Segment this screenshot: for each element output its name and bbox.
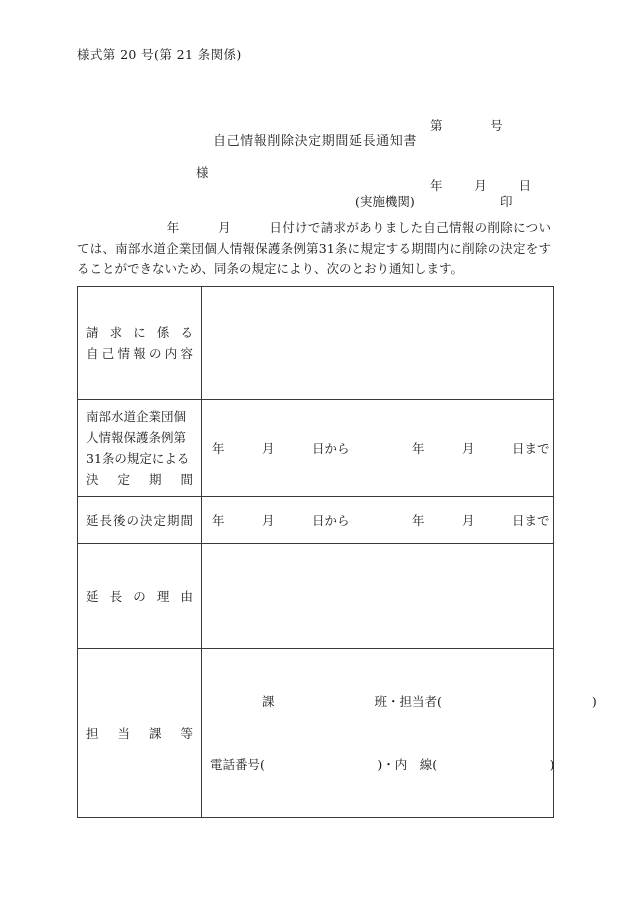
row-label-line: 延長後の決定期間: [86, 512, 193, 528]
row-label-line: 人情報保護条例第: [86, 430, 187, 445]
phone-extension-line: 電話番号( )・内 線( ): [210, 757, 555, 772]
issuing-agency-label: (実施機関): [355, 194, 415, 209]
row-label-line: 南部水道企業団個: [86, 409, 187, 424]
row-label-extended-period: [78, 497, 202, 544]
table-row: [78, 287, 554, 400]
addressee-honorific: 様: [196, 165, 209, 180]
table-row: [78, 544, 554, 649]
row-label-requested-info: [78, 287, 202, 400]
row-label-line: 31条の規定による: [86, 451, 190, 466]
table-row: [78, 497, 554, 544]
row-value-original-period[interactable]: [202, 400, 554, 497]
table-row: [78, 400, 554, 497]
document-number-line: 第 号: [430, 118, 503, 133]
document-date-line: 年 月 日: [430, 178, 532, 193]
row-label-line: 決定期間: [86, 472, 193, 487]
row-label-extension-reason: [78, 544, 202, 649]
document-meta-block: [430, 76, 531, 236]
section-staff-line: 課 班・担当者( ): [262, 694, 597, 709]
row-value-requested-info[interactable]: [202, 287, 554, 400]
row-label-line: 延長の理由: [86, 588, 193, 604]
contact-fields: [202, 649, 597, 817]
row-label-line: 自己情報の内容: [86, 346, 193, 361]
row-value-content: 年 月 日から 年 月 日まで: [212, 440, 550, 456]
row-value-extended-period[interactable]: [202, 497, 554, 544]
row-value-responsible-section[interactable]: [202, 649, 597, 818]
row-label-original-period: [78, 400, 202, 497]
form-number: 様式第 20 号(第 21 条関係): [77, 47, 242, 62]
notification-details-table: [77, 286, 597, 818]
body-paragraph: 年 月 日付けで請求がありました自己情報の削除については、南部水道企業団個人情報保護条例第31条に規定する期間内に削除の決定をすることができないため、同条の規定により、次のとおり通知します。: [77, 220, 551, 276]
page-title: 自己情報削除決定期間延長通知書: [212, 134, 417, 149]
row-label-line: 請求に係る: [86, 325, 193, 340]
table-row: [78, 649, 554, 818]
seal-mark-icon: 印: [500, 194, 513, 209]
row-label-responsible-section: [78, 649, 202, 818]
row-value-extension-reason[interactable]: [202, 544, 554, 649]
row-value-content: 年 月 日から 年 月 日まで: [212, 512, 550, 528]
row-label-line: 担当課等: [86, 725, 193, 741]
